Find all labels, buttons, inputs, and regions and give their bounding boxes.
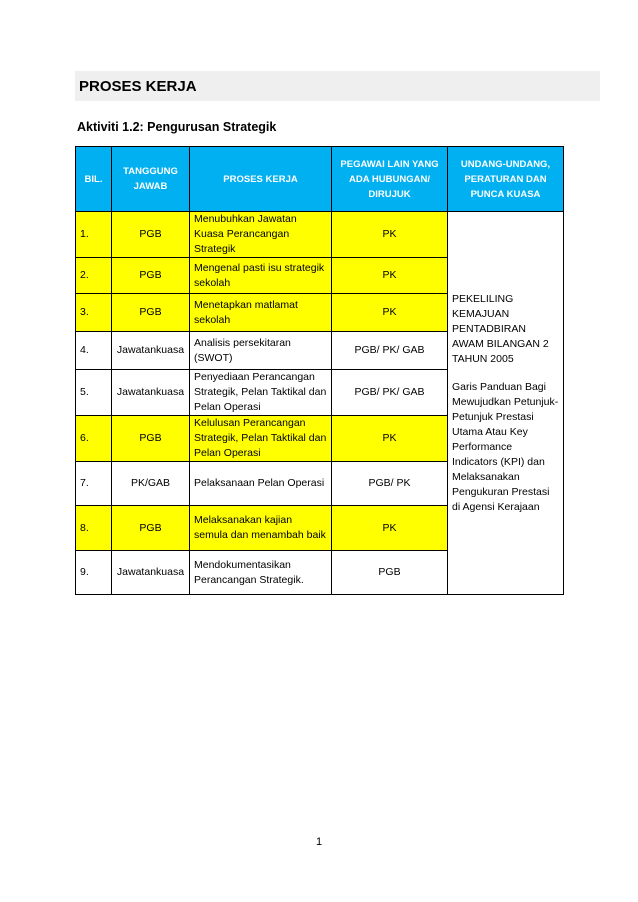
header-pegawai: PEGAWAI LAIN YANG ADA HUBUNGAN/ DIRUJUK [332, 147, 448, 212]
header-undang-undang: UNDANG-UNDANG, PERATURAN DAN PUNCA KUASA [448, 147, 564, 212]
row-tanggungjawab: PGB [112, 258, 190, 294]
row-bil: 3. [76, 294, 112, 332]
reference-guideline: Garis Panduan Bagi Mewujudkan Petunjuk-Petunjuk Prestasi Utama Atau Key Performance Indicators (KPI) dan Melaksanakan Pengukuran Prestasi di Agensi Kerajaan [452, 380, 559, 513]
row-proses-kerja: Analisis persekitaran (SWOT) [190, 332, 332, 370]
reference-circular: PEKELILING KEMAJUAN PENTADBIRAN AWAM BILANGAN 2 TAHUN 2005 [452, 292, 549, 365]
row-bil: 9. [76, 551, 112, 595]
row-proses-kerja: Menetapkan matlamat sekolah [190, 294, 332, 332]
row-bil: 7. [76, 462, 112, 506]
row-tanggungjawab: PGB [112, 416, 190, 462]
row-pegawai: PK [332, 258, 448, 294]
row-tanggungjawab: Jawatankuasa [112, 370, 190, 416]
activity-heading: Aktiviti 1.2: Pengurusan Strategik [77, 120, 277, 134]
row-proses-kerja: Pelaksanaan Pelan Operasi [190, 462, 332, 506]
row-pegawai: PGB/ PK [332, 462, 448, 506]
table-row [76, 212, 564, 258]
row-proses-kerja: Penyediaan Perancangan Strategik, Pelan Taktikal dan Pelan Operasi [190, 370, 332, 416]
row-bil: 8. [76, 506, 112, 551]
page-number: 1 [315, 836, 323, 848]
row-pegawai: PK [332, 294, 448, 332]
row-bil: 1. [76, 212, 112, 258]
row-pegawai: PGB/ PK/ GAB [332, 332, 448, 370]
row-proses-kerja: Menubuhkan Jawatan Kuasa Perancangan Strategik [190, 212, 332, 258]
row-bil: 4. [76, 332, 112, 370]
row-bil: 2. [76, 258, 112, 294]
row-tanggungjawab: Jawatankuasa [112, 332, 190, 370]
row-pegawai: PK [332, 506, 448, 551]
row-proses-kerja: Mengenal pasti isu strategik sekolah [190, 258, 332, 294]
row-tanggungjawab: PK/GAB [112, 462, 190, 506]
row-tanggungjawab: PGB [112, 212, 190, 258]
row-tanggungjawab: PGB [112, 294, 190, 332]
row-proses-kerja: Mendokumentasikan Perancangan Strategik. [190, 551, 332, 595]
row-tanggungjawab: Jawatankuasa [112, 551, 190, 595]
row-proses-kerja: Melaksanakan kajian semula dan menambah baik [190, 506, 332, 551]
row-proses-kerja: Kelulusan Perancangan Strategik, Pelan Taktikal dan Pelan Operasi [190, 416, 332, 462]
reference-cell [448, 212, 564, 595]
row-tanggungjawab: PGB [112, 506, 190, 551]
row-bil: 5. [76, 370, 112, 416]
row-pegawai: PGB/ PK/ GAB [332, 370, 448, 416]
header-tanggungjawab: TANGGUNG JAWAB [112, 147, 190, 212]
row-pegawai: PK [332, 416, 448, 462]
process-table [75, 146, 564, 595]
row-pegawai: PGB [332, 551, 448, 595]
row-bil: 6. [76, 416, 112, 462]
section-header-bar [75, 71, 600, 101]
table-header-row [76, 147, 564, 212]
section-title: PROSES KERJA [79, 78, 197, 95]
header-proses-kerja: PROSES KERJA [190, 147, 332, 212]
row-pegawai: PK [332, 212, 448, 258]
header-bil: BIL. [76, 147, 112, 212]
